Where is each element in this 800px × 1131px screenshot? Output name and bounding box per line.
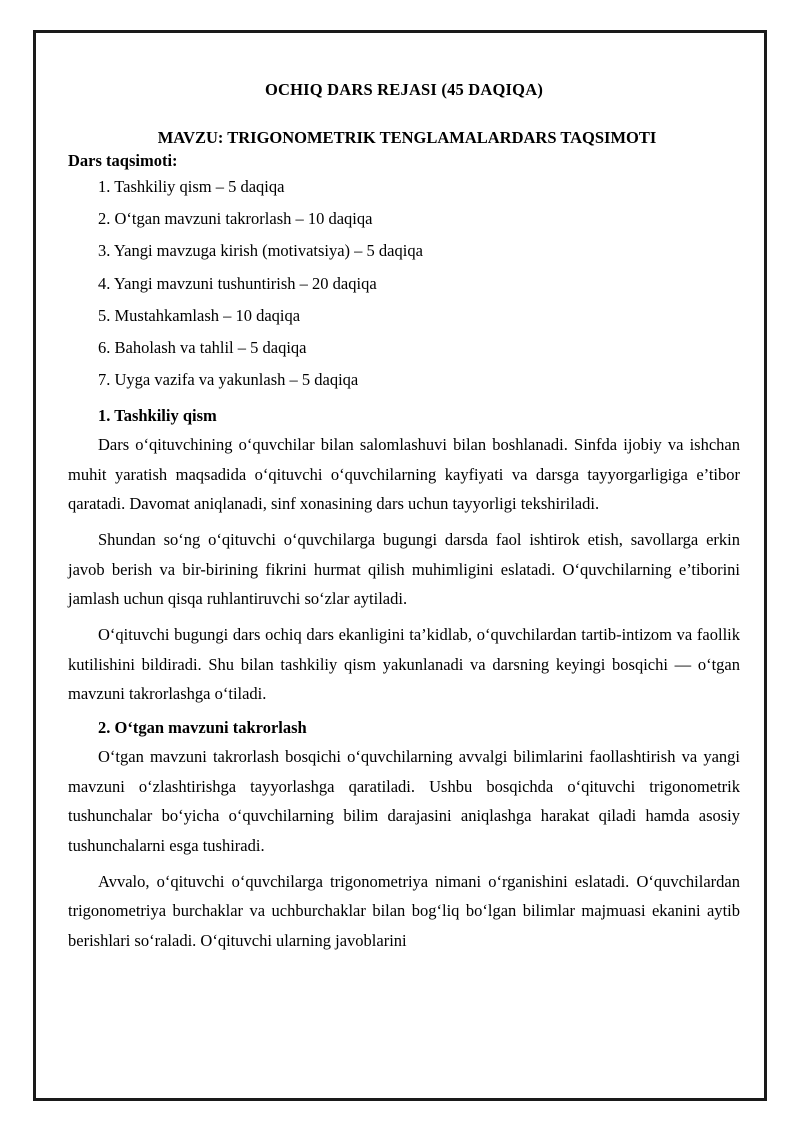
lesson-schedule-list [68,171,740,396]
page-title: OCHIQ DARS REJASI (45 DAQIQA) [264,80,544,99]
paragraph: Avvalo, o‘qituvchi o‘quvchilarga trigonometriya nimani o‘rganishini eslatadi. O‘quvchilardan trigonometriya burchaklar va uchburchaklar bilan bog‘liq bo‘lgan bilimlar majmuasi ekanini aytib berishlari so‘raladi. O‘qituvchi ularning javoblarini [68,871,740,950]
list-item: 7. Uyga vazifa va yakunlash – 5 daqiqa [98,370,359,390]
section-heading-tashkiliy-qism: 1. Tashkiliy qism [98,406,217,426]
list-item: 5. Mustahkamlash – 10 daqiqa [98,305,301,325]
paragraph: O‘qituvchi bugungi dars ochiq dars ekanligini ta’kidlab, o‘quvchilardan tartib-intizom va faollik kutilishini bildiradi. Shu bilan tashkiliy qism yakunlanadi va darsning keyingi bosqichi — o‘tgan mavzuni takrorlashga o‘tiladi. [68,625,740,704]
list-item: 1. Tashkiliy qism – 5 daqiqa [98,177,285,196]
paragraph: O‘tgan mavzuni takrorlash bosqichi o‘quvchilarning avvalgi bilimlarini faollashtirish va yangi mavzuni o‘zlashtirishga tayyorlashga qaratiladi. Ushbu bosqichda o‘qituvchi trigonometrik tushunchalar bo‘yicha o‘quvchilarning bilim darajasini aniqlashga harakat qiladi hamda asosiy tushunchalarni esga tushiradi. [68,747,740,855]
document-subtitle: MAVZU: TRIGONOMETRIK TENGLAMALARDARS TAQSIMOTI [157,128,657,147]
list-item: 2. O‘tgan mavzuni takrorlash – 10 daqiqa [98,209,373,229]
paragraph: Dars o‘qituvchining o‘quvchilar bilan salomlashuvi bilan boshlanadi. Sinfda ijobiy va ishchan muhit yaratish maqsadida o‘qituvchi o‘quvchilarning kayfiyati va darsga tayyorgarligiga e’tibor qaratadi. Davomat aniqlanadi, sinf xonasining dars uchun tayyorligi tekshiriladi. [68,435,740,513]
list-item: 6. Baholash va tahlil – 5 daqiqa [98,337,307,357]
section-heading-otgan-mavzuni-takrorlash: 2. O‘tgan mavzuni takrorlash [98,718,307,738]
list-item: 3. Yangi mavzuga kirish (motivatsiya) – 5 daqiqa [98,241,423,261]
list-item: 4. Yangi mavzuni tushuntirish – 20 daqiqa [98,273,377,293]
paragraph: Shundan so‘ng o‘qituvchi o‘quvchilarga bugungi darsda faol ishtirok etish, savollarga erkin javob berish va bir-birining fikrini hurmat qilish muhimligini eslatadi. O‘quvchilarning e’tiborini jamlash uchun qisqa ruhlantiruvchi so‘zlar aytiladi. [68,530,740,608]
document-content [68,62,740,955]
lesson-breakdown-label: Dars taqsimoti: [68,151,178,170]
